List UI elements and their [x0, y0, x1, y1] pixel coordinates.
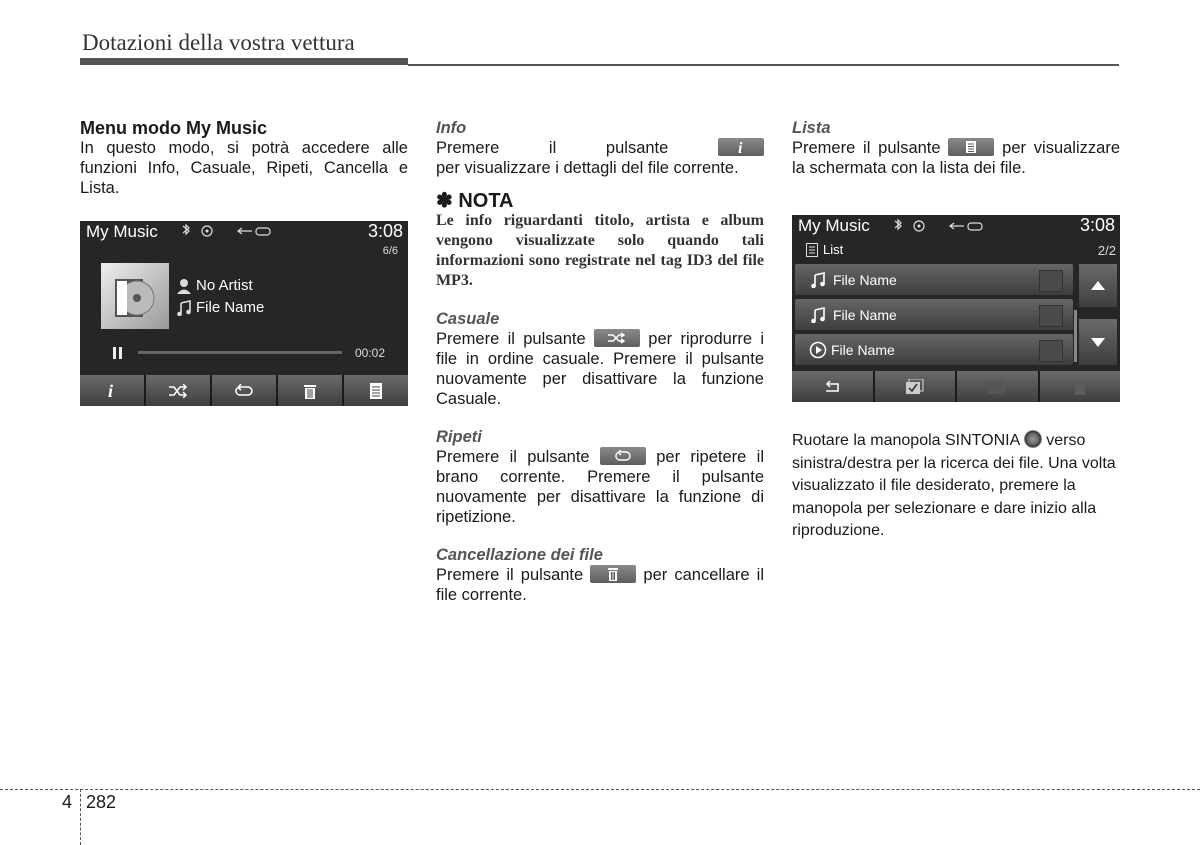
casuale-post-text: per riprodurre i file in ordine casuale. Premere il pulsante nuovamente per disattivare la funzione Casuale. — [436, 330, 764, 408]
info-post-text: per visualizzare i dettagli del file corrente. — [436, 159, 739, 177]
toolbar-delete-button[interactable] — [278, 375, 342, 406]
ripeti-pre-text: Premere il pulsante — [436, 448, 590, 466]
list-delete-button[interactable] — [1040, 371, 1121, 402]
screen-title: My Music — [86, 222, 158, 241]
back-arrow-icon — [823, 381, 841, 393]
list-row-2[interactable] — [795, 299, 1073, 330]
status-icons — [892, 219, 992, 238]
play-circle-icon — [809, 341, 827, 359]
list-label: List — [823, 242, 844, 257]
back-button[interactable] — [792, 371, 873, 402]
row-checkbox[interactable] — [1039, 340, 1063, 362]
footer-vertical-rule — [80, 789, 81, 845]
section-heading-lista: Lista — [792, 119, 831, 137]
header-rule-thin — [408, 64, 1119, 66]
ripeti-post-text: per ripetere il brano corrente. Premere il pulsante nuovamente per disattivare la funzione di ripetizione. — [436, 448, 764, 526]
screen-time: 3:08 — [367, 221, 403, 241]
repeat-icon — [614, 450, 632, 462]
info-icon — [736, 139, 746, 155]
column-1 — [80, 118, 408, 198]
music-note-icon — [809, 272, 827, 288]
list-screen-time: 3:08 — [1079, 215, 1115, 235]
my-music-screen — [80, 221, 408, 406]
triangle-up-icon — [1091, 281, 1105, 290]
album-art-icon — [101, 263, 169, 329]
header-rule-thick — [80, 58, 408, 65]
bluetooth-usb-icon — [180, 224, 280, 238]
page-header-title: Dotazioni della vostra vettura — [82, 30, 355, 55]
repeat-icon — [234, 384, 254, 398]
chapter-number: 4 — [62, 792, 73, 812]
select-all-button[interactable] — [875, 371, 956, 402]
status-icons — [180, 224, 280, 243]
progress-bar[interactable] — [138, 351, 342, 354]
list-screen — [792, 215, 1120, 402]
trash-icon — [607, 567, 619, 581]
list-page: 2/2 — [1097, 243, 1116, 258]
knob-paragraph — [792, 430, 1120, 543]
list-icon — [370, 383, 382, 399]
list-button-glyph — [948, 138, 994, 156]
file-line — [176, 299, 264, 316]
row-checkbox[interactable] — [1039, 305, 1063, 327]
shuffle-icon — [607, 332, 627, 344]
toolbar-info-button[interactable] — [80, 375, 144, 406]
cancellazione-body — [436, 565, 764, 605]
list-label-line — [806, 242, 843, 257]
scrollbar[interactable] — [1074, 310, 1077, 362]
bluetooth-usb-icon — [892, 219, 992, 233]
page-number: 282 — [86, 792, 117, 812]
lista-post-text: per visualizzare la schermata con la lista dei file. — [792, 139, 1120, 177]
list-screen-title: My Music — [798, 216, 870, 235]
list-row-3[interactable] — [795, 334, 1073, 365]
artist-line — [176, 277, 253, 294]
toolbar-repeat-button[interactable] — [212, 375, 276, 406]
lista-body — [792, 138, 1120, 178]
deselect-button[interactable] — [957, 371, 1038, 402]
knob-icon — [1024, 430, 1042, 448]
list-row-label: File Name — [833, 271, 897, 288]
column-3 — [792, 118, 1120, 178]
stack-icon — [988, 379, 1006, 395]
delete-button-glyph — [590, 565, 636, 583]
triangle-down-icon — [1091, 338, 1105, 347]
file-name: File Name — [196, 299, 265, 316]
artist-name: No Artist — [196, 277, 253, 294]
shuffle-icon — [168, 384, 188, 398]
scroll-up-button[interactable] — [1079, 264, 1117, 307]
checklist-icon — [906, 379, 924, 395]
list-row-label: File Name — [831, 341, 895, 358]
toolbar-list-button[interactable] — [344, 375, 408, 406]
info-button-glyph — [718, 138, 764, 156]
section-heading-my-music: Menu modo My Music — [80, 118, 268, 138]
info-line-1 — [436, 138, 764, 158]
nota-body: Le info riguardanti titolo, artista e album vengono visualizzate solo quando tali informazioni sono registrate nel tag ID3 del file MP3. — [436, 212, 764, 289]
list-toolbar — [792, 371, 1120, 402]
column-2 — [436, 118, 764, 605]
knob-post-text: verso sinistra/destra per la ricerca dei file. Una volta visualizzato il file desiderato, premere la manopola per selezionare e dare inizio alla riproduzione. — [792, 432, 1116, 539]
list-row-label: File Name — [833, 306, 897, 323]
knob-pre-text: Ruotare la manopola SINTONIA — [792, 432, 1020, 449]
list-icon — [806, 243, 818, 257]
music-note-icon — [809, 307, 827, 323]
person-icon — [176, 278, 192, 294]
toolbar-shuffle-button[interactable] — [146, 375, 210, 406]
section-heading-cancellazione: Cancellazione dei file — [436, 546, 603, 564]
svg-text:i: i — [108, 381, 114, 400]
casuale-body — [436, 329, 764, 409]
nota-heading: ✽ NOTA — [436, 190, 514, 212]
canc-pre-text: Premere il pulsante — [436, 566, 584, 584]
repeat-button-glyph — [600, 447, 646, 465]
section-heading-ripeti: Ripeti — [436, 428, 482, 446]
section-heading-info: Info — [436, 119, 467, 137]
ripeti-body — [436, 447, 764, 527]
pause-icon[interactable] — [113, 346, 123, 364]
row-checkbox[interactable] — [1039, 270, 1063, 292]
svg-text:i: i — [738, 140, 743, 155]
scroll-down-button[interactable] — [1079, 319, 1117, 365]
shuffle-button-glyph — [594, 329, 640, 347]
list-icon — [966, 141, 976, 153]
canc-post-text: per cancellare il file corrente. — [436, 566, 764, 604]
info-icon — [105, 382, 119, 400]
list-row-1[interactable] — [795, 264, 1073, 295]
music-note-icon — [176, 300, 192, 316]
info-pre-text: Premere il pulsante — [436, 139, 669, 157]
section-heading-casuale: Casuale — [436, 310, 500, 328]
screen-toolbar — [80, 375, 408, 406]
trash-icon — [1073, 379, 1087, 395]
elapsed-time: 00:02 — [355, 346, 386, 360]
lista-pre-text: Premere il pulsante — [792, 139, 941, 157]
knob-body — [792, 430, 1120, 543]
trash-icon — [303, 383, 317, 399]
footer-rule — [0, 789, 1200, 790]
casuale-pre-text: Premere il pulsante — [436, 330, 586, 348]
track-count: 6/6 — [382, 245, 398, 257]
section-body-my-music: In questo modo, si potrà accedere alle funzioni Info, Casuale, Ripeti, Cancella e Lista. — [80, 139, 408, 197]
